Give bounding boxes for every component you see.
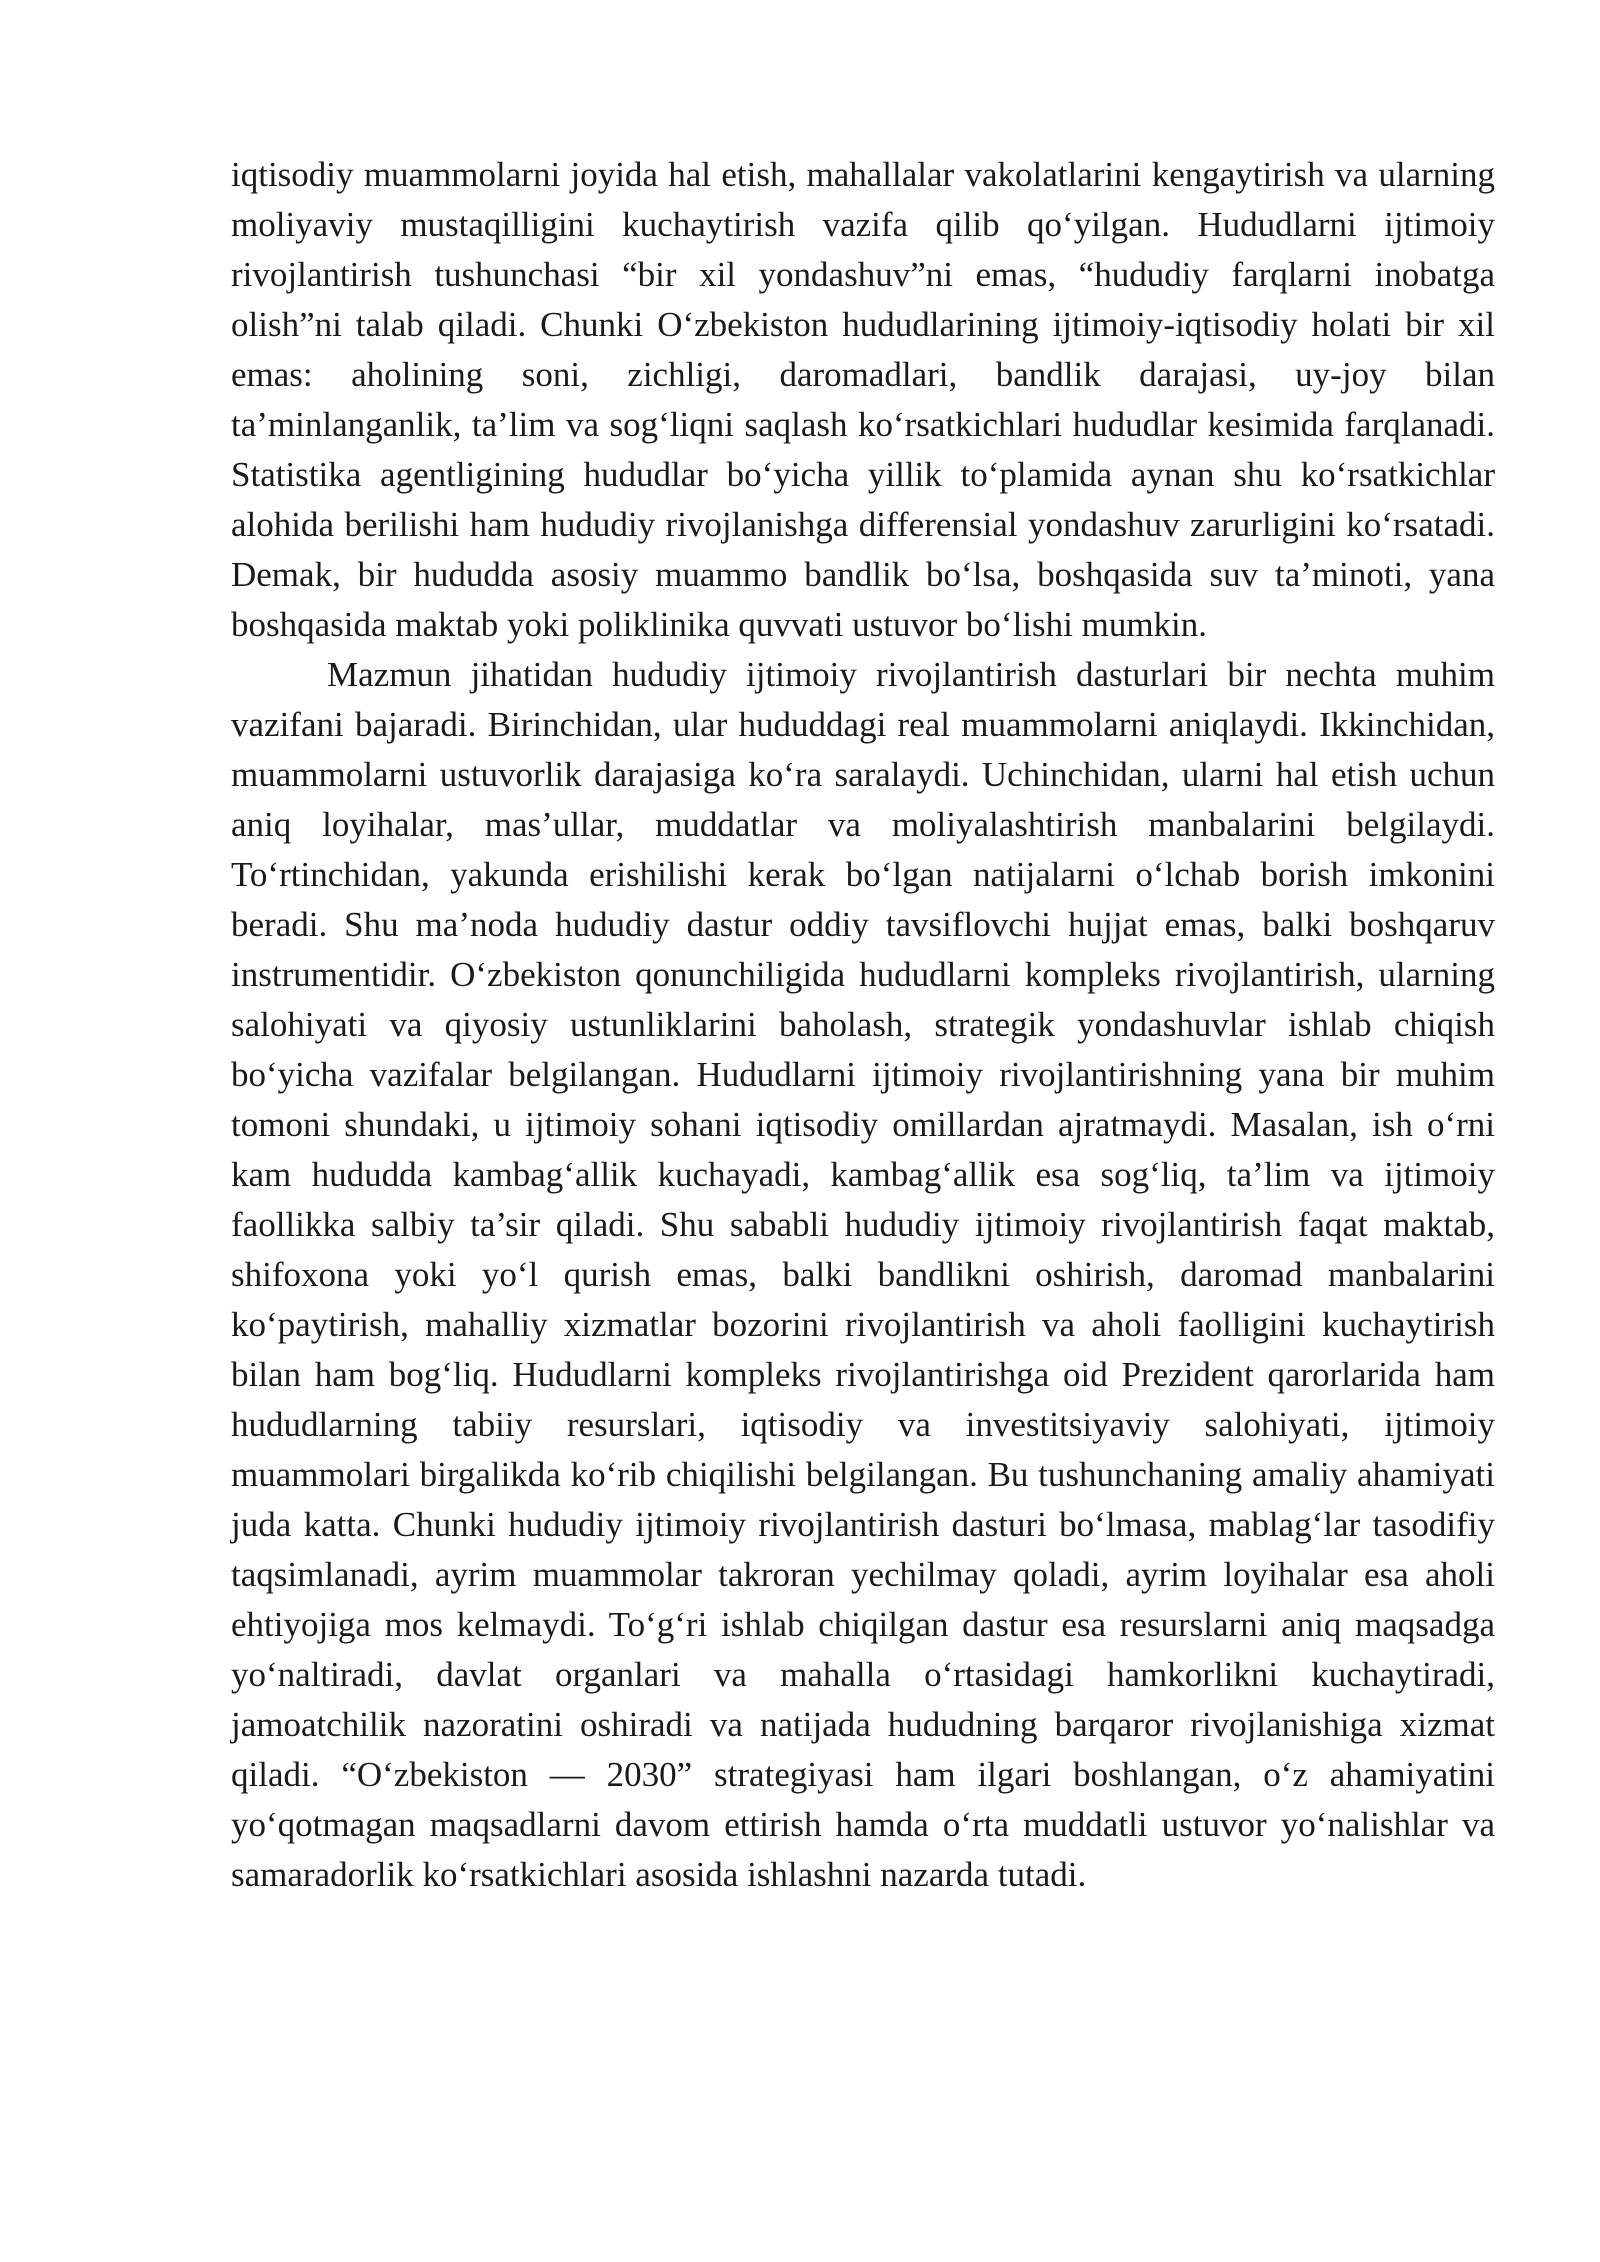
paragraph-program-tasks: Mazmun jihatidan hududiy ijtimoiy rivojlantirish dasturlari bir nechta muhim vazifani bajaradi. Birinchidan, ular hududdagi real muammolarni aniqlaydi. Ikkinchidan, muammolarni ustuvorlik darajasiga ko‘ra saralaydi. Uchinchidan, ularni hal etish uchun aniq loyihalar, mas’ullar, muddatlar va moliyalashtirish manbalarini belgilaydi. To‘rtinchidan, yakunda erishilishi kerak bo‘lgan natijalarni o‘lchab borish imkonini beradi. Shu ma’noda hududiy dastur oddiy tavsiflovchi hujjat emas, balki boshqaruv instrumentidir. O‘zbekiston qonunchiligida hududlarni kompleks rivojlantirish, ularning salohiyati va qiyosiy ustunliklarini baholash, strategik yondashuvlar ishlab chiqish bo‘yicha vazifalar belgilangan. Hududlarni ijtimoiy rivojlantirishning yana bir muhim tomoni shundaki, u ijtimoiy sohani iqtisodiy omillardan ajratmaydi. Masalan, ish o‘rni kam hududda kambag‘allik kuchayadi, kambag‘allik esa sog‘liq, ta’lim va ijtimoiy faollikka salbiy ta’sir qiladi. Shu sababli hududiy ijtimoiy rivojlantirish faqat maktab, shifoxona yoki yo‘l qurish emas, balki bandlikni oshirish, daromad manbalarini ko‘paytirish, mahalliy xizmatlar bozorini rivojlantirish va aholi faolligini kuchaytirish bilan ham bog‘liq. Hududlarni kompleks rivojlantirishga oid Prezident qarorlarida ham hududlarning tabiiy resurslari, iqtisodiy va investitsiyaviy salohiyati, ijtimoiy muammolari birgalikda ko‘rib chiqilishi belgilangan. Bu tushunchaning amaliy ahamiyati juda katta. Chunki hududiy ijtimoiy rivojlantirish dasturi bo‘lmasa, mablag‘lar tasodifiy taqsimlanadi, ayrim muammolar takroran yechilmay qoladi, ayrim loyihalar esa aholi ehtiyojiga mos kelmaydi. To‘g‘ri ishlab chiqilgan dastur esa resurslarni aniq maqsadga yo‘naltiradi, davlat organlari va mahalla o‘rtasidagi hamkorlikni kuchaytiradi, jamoatchilik nazoratini oshiradi va natijada hududning barqaror rivojlanishiga xizmat qiladi. “O‘zbekiston — 2030” strategiyasi ham ilgari boshlangan, o‘z ahamiyatini yo‘qotmagan maqsadlarni davom ettirish hamda o‘rta muddatli ustuvor yo‘nalishlar va samaradorlik ko‘rsatkichlari asosida ishlashni nazarda tutadi. [231,655,1495,1894]
body-text [231,150,1495,1900]
paragraph-continuation: iqtisodiy muammolarni joyida hal etish, mahallalar vakolatlarini kengaytirish va ularning moliyaviy mustaqilligini kuchaytirish vazifa qilib qo‘yilgan. Hududlarni ijtimoiy rivojlantirish tushunchasi “bir xil yondashuv”ni emas, “hududiy farqlarni inobatga olish”ni talab qiladi. Chunki O‘zbekiston hududlarining ijtimoiy-iqtisodiy holati bir xil emas: aholining soni, zichligi, daromadlari, bandlik darajasi, uy-joy bilan ta’minlanganlik, ta’lim va sog‘liqni saqlash ko‘rsatkichlari hududlar kesimida farqlanadi. Statistika agentligining hududlar bo‘yicha yillik to‘plamida aynan shu ko‘rsatkichlar alohida berilishi ham hududiy rivojlanishga differensial yondashuv zarurligini ko‘rsatadi. Demak, bir hududda asosiy muammo bandlik bo‘lsa, boshqasida suv ta’minoti, yana boshqasida maktab yoki poliklinika quvvati ustuvor bo‘lishi mumkin. [231,155,1495,644]
